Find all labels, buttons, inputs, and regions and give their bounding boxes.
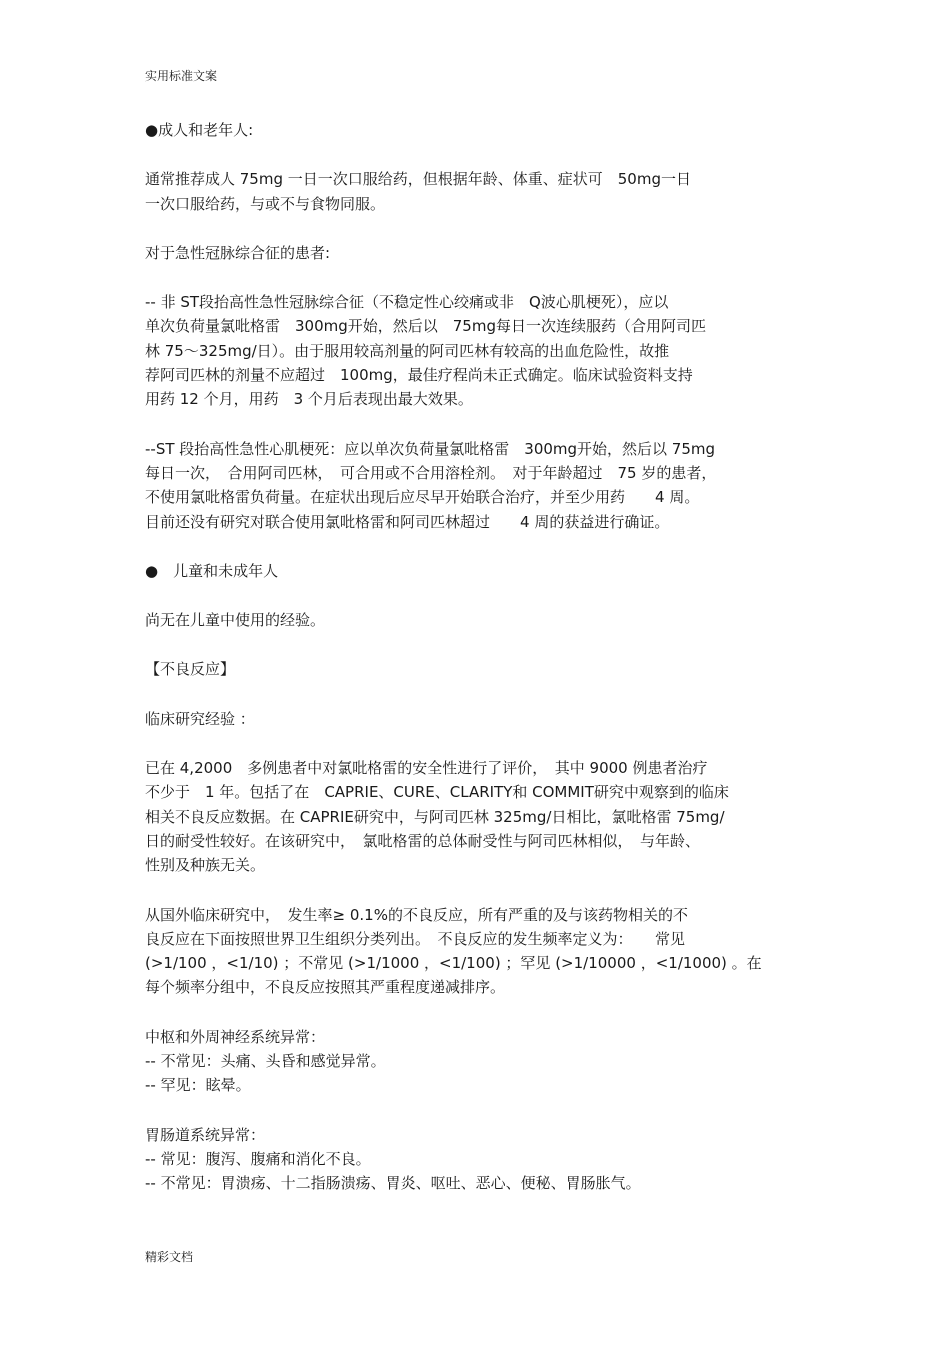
nstemi-line: 林 75～325mg/日）。由于服用较高剂量的阿司匹林有较高的出血危险性，故推: [145, 341, 670, 360]
gi-item: -- 常见：腹泻、腹痛和消化不良。: [145, 1149, 371, 1168]
adult-dosing-line: 一次口服给药，与或不与食物同服。: [145, 194, 386, 213]
stemi-line: 目前还没有研究对联合使用氯吡格雷和阿司匹林超过 4 周的获益进行确证。: [145, 512, 670, 531]
page-footer: 精彩文档: [145, 1250, 194, 1264]
frequency-text-line: 每个频率分组中，不良反应按照其严重程度递减排序。: [145, 978, 506, 997]
nstemi-line: -- 非 ST段抬高性急性冠脉综合征（不稳定性心绞痛或非 Q波心肌梗死），应以: [145, 293, 669, 312]
frequency-text-line: (>1/100 ，<1/10) ；不常见 (>1/1000 ，<1/100) ；罕见 (>1/10000 ，<1/1000) 。在: [145, 954, 762, 973]
clinical-experience-heading: 临床研究经验 ：: [145, 709, 255, 728]
clinical-text-line: 性别及种族无关。: [145, 856, 266, 875]
nstemi-line: 用药 12 个月，用药 3 个月后表现出最大效果。: [145, 390, 473, 409]
children-text: 尚无在儿童中使用的经验。: [145, 611, 326, 630]
gi-item: -- 不常见：胃溃疡、十二指肠溃疡、胃炎、呕吐、恶心、便秘、胃肠胀气。: [145, 1174, 641, 1193]
frequency-text-line: 良反应在下面按照世界卫生组织分类列出。 不良反应的发生频率定义为： 常见: [145, 929, 686, 948]
adverse-reactions-heading: 【不良反应】: [145, 660, 236, 679]
document-body: [145, 118, 813, 1196]
page-header: 实用标准文案: [145, 69, 218, 83]
cns-item: -- 罕见：眩晕。: [145, 1076, 251, 1095]
cns-heading: 中枢和外周神经系统异常：: [145, 1027, 326, 1046]
stemi-line: 每日一次， 合用阿司匹林， 可合用或不合用溶栓剂。 对于年龄超过 75 岁的患者，: [145, 463, 717, 482]
clinical-text-line: 不少于 1 年。包括了在 CAPRIE、CURE、CLARITY和 COMMIT研究中观察到的临床: [145, 783, 729, 802]
clinical-text-line: 日的耐受性较好。在该研究中， 氯吡格雷的总体耐受性与阿司匹林相似， 与年龄、: [145, 831, 701, 850]
gi-heading: 胃肠道系统异常：: [145, 1125, 266, 1144]
nstemi-line: 荐阿司匹林的剂量不应超过 100mg，最佳疗程尚未正式确定。临床试验资料支持: [145, 366, 693, 385]
frequency-text-line: 从国外临床研究中， 发生率≥ 0.1%的不良反应，所有严重的及与该药物相关的不: [145, 905, 688, 924]
stemi-line: --ST 段抬高性急性心肌梗死：应以单次负荷量氯吡格雷 300mg开始，然后以 75mg: [145, 439, 716, 458]
nstemi-line: 单次负荷量氯吡格雷 300mg开始，然后以 75mg每日一次连续服药（合用阿司匹: [145, 317, 706, 336]
adult-heading: ●成人和老年人:: [145, 121, 254, 139]
children-heading: ● 儿童和未成年人: [145, 561, 279, 580]
clinical-text-line: 相关不良反应数据。在 CAPRIE研究中，与阿司匹林 325mg/日相比，氯吡格雷 75mg/: [145, 807, 725, 826]
adult-dosing-line: 通常推荐成人 75mg 一日一次口服给药，但根据年龄、体重、症状可 50mg一日: [145, 170, 691, 189]
acs-heading: 对于急性冠脉综合征的患者:: [145, 243, 331, 262]
clinical-text-line: 已在 4,2000 多例患者中对氯吡格雷的安全性进行了评价， 其中 9000 例患者治疗: [145, 759, 708, 778]
stemi-line: 不使用氯吡格雷负荷量。在症状出现后应尽早开始联合治疗，并至少用药 4 周。: [145, 488, 700, 507]
cns-item: -- 不常见：头痛、头昏和感觉异常。: [145, 1052, 386, 1071]
